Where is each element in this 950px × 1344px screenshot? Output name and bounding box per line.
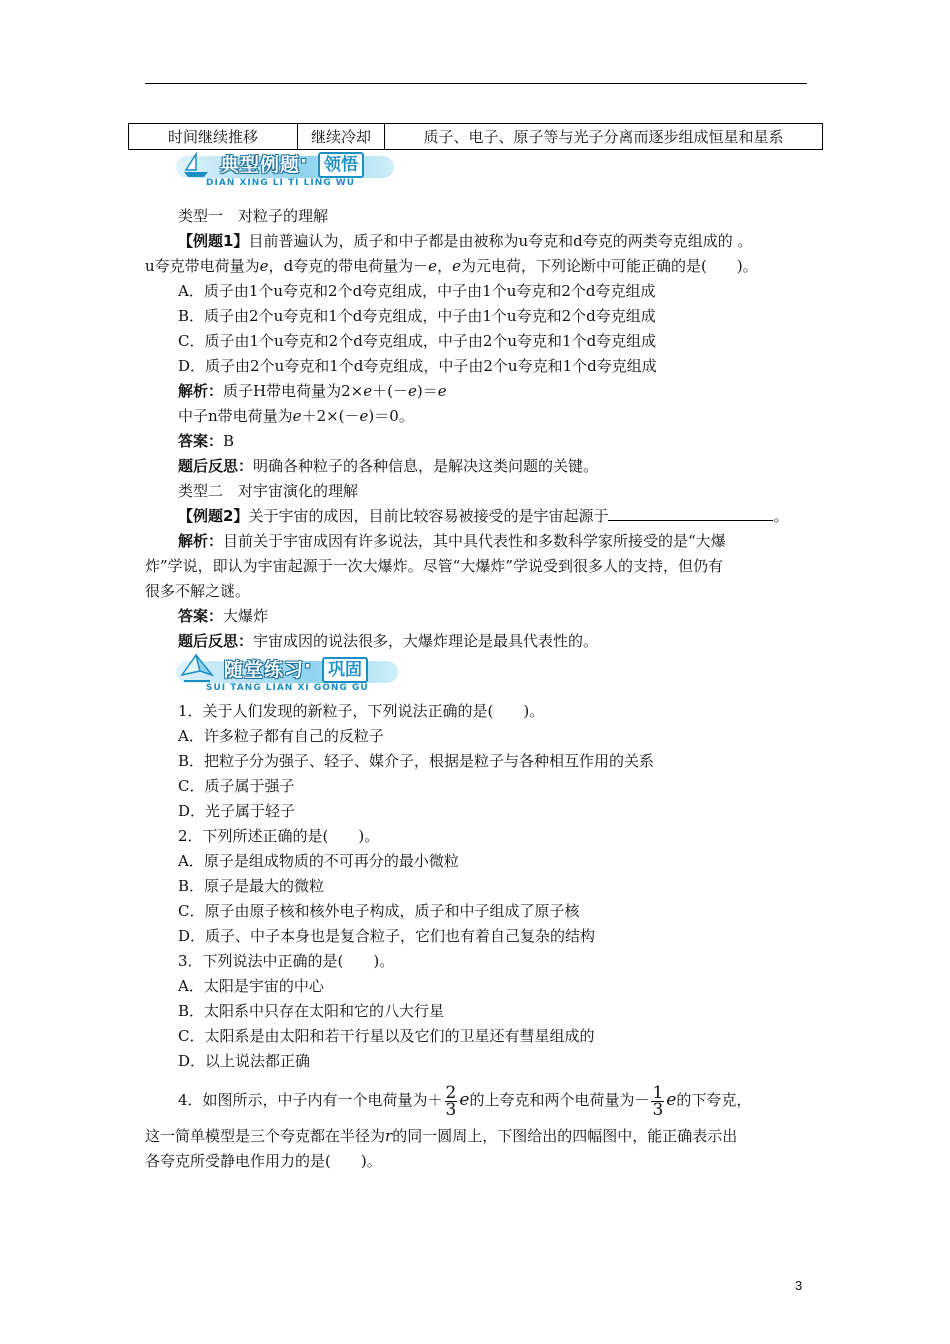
text: 这一简单模型是三个夸克都在半径为 — [145, 1127, 386, 1145]
example1-line1 — [178, 231, 752, 251]
analysis-label: 解析： — [178, 532, 224, 550]
banner-tag: 巩固 — [322, 657, 368, 683]
example1-label: 【例题1】 — [178, 232, 249, 250]
text: 中子n带电荷量为 — [178, 407, 293, 425]
symbol-e: e — [292, 407, 302, 425]
question2-stem: 2．下列所述正确的是( )。 — [178, 827, 380, 845]
example1-analysis-line2 — [178, 406, 414, 426]
symbol-e: e — [407, 382, 417, 400]
question1-option-d: D．光子属于轻子 — [178, 802, 296, 820]
question1-option-c: C．质子属于强子 — [178, 777, 295, 795]
example2-analysis-line1 — [178, 531, 726, 551]
reflection-label: 题后反思： — [178, 632, 254, 650]
fraction-one-third — [651, 1082, 664, 1120]
question2-option-c: C．原子由原子核和核外电子构成，质子和中子组成了原子核 — [178, 902, 580, 920]
answer-label: 答案： — [178, 432, 224, 450]
text: 的下夸克， — [676, 1091, 752, 1109]
header-rule — [145, 83, 807, 84]
example1-analysis-line1 — [178, 381, 447, 401]
text: 4．如图所示，中子内有一个电荷量为＋ — [178, 1091, 443, 1109]
question1-option-a: A．许多粒子都有自己的反粒子 — [178, 727, 384, 745]
text: ＋2×(－ — [301, 407, 360, 425]
text: )＝ — [416, 382, 438, 400]
answer-blank — [608, 506, 773, 521]
example1-option-b: B．质子由2个u夸克和1个d夸克组成，中子由1个u夸克和2个d夸克组成 — [178, 307, 656, 325]
fraction-numerator: 1 — [652, 1082, 664, 1103]
analysis-label: 解析： — [178, 382, 224, 400]
fraction-denominator: 3 — [652, 1099, 664, 1120]
question3-option-c: C．太阳系是由太阳和若干行星以及它们的卫星还有彗星组成的 — [178, 1027, 595, 1045]
example1-option-c: C．质子由1个u夸克和2个d夸克组成，中子由2个u夸克和1个d夸克组成 — [178, 332, 657, 350]
reflection-label: 题后反思： — [178, 457, 254, 475]
banner-title: 随堂练习 — [224, 659, 305, 681]
question4-line3: 各夸克所受静电作用力的是( )。 — [145, 1152, 382, 1170]
banner-dot: · — [304, 655, 313, 677]
symbol-e: e — [363, 382, 373, 400]
banner-dot: · — [300, 150, 309, 172]
symbol-e: e — [666, 1090, 677, 1110]
example1-option-d: D．质子由2个u夸克和1个d夸克组成，中子由2个u夸克和1个d夸克组成 — [178, 357, 657, 375]
answer-value: B — [223, 432, 235, 450]
fraction-denominator: 3 — [445, 1099, 457, 1120]
example1-text: 目前普遍认为，质子和中子都是由被称为u夸克和d夸克的两类夸克组成的 。 — [248, 232, 753, 250]
banner-pinyin: DIAN XING LI TI LING WU — [206, 178, 355, 188]
symbol-e: e — [437, 382, 447, 400]
text: 的同一圆周上，下图给出的四幅图中，能正确表示出 — [392, 1127, 738, 1145]
text: 质子H带电荷量为2× — [223, 382, 364, 400]
question1-stem: 1．关于人们发现的新粒子，下列说法正确的是( )。 — [178, 702, 545, 720]
question3-option-b: B．太阳系中只存在太阳和它的八大行星 — [178, 1002, 445, 1020]
typical-examples-banner — [176, 150, 396, 190]
example2-label: 【例题2】 — [178, 507, 249, 525]
question3-stem: 3．下列说法中正确的是( )。 — [178, 952, 395, 970]
banner-tag: 领悟 — [318, 152, 364, 178]
paper-crane-icon — [180, 653, 214, 685]
question3-option-d: D．以上说法都正确 — [178, 1052, 311, 1070]
question1-option-b: B．把粒子分为强子、轻子、媒介子，根据是粒子与各种相互作用的关系 — [178, 752, 655, 770]
banner-title: 典型例题 — [220, 154, 301, 176]
example2-analysis-line3: 很多不解之谜。 — [145, 582, 251, 600]
example2-reflection — [178, 631, 598, 651]
table-cell-temperature: 继续冷却 — [298, 124, 385, 150]
answer-label: 答案： — [178, 607, 224, 625]
text: 。 — [773, 507, 789, 525]
question3-option-a: A．太阳是宇宙的中心 — [178, 977, 324, 995]
question4-line1 — [178, 1082, 751, 1118]
example2-question — [178, 506, 788, 526]
reflection-text: 宇宙成因的说法很多，大爆炸理论是最具代表性的。 — [253, 632, 599, 650]
ship-icon — [182, 152, 210, 178]
text: )＝0。 — [368, 407, 414, 425]
table-cell-description: 质子、电子、原子等与光子分离而逐步组成恒星和星系 — [385, 124, 823, 150]
text: ＋(－ — [372, 382, 408, 400]
text: 目前关于宇宙成因有许多说法，其中具代表性和多数科学家所接受的是“大爆 — [223, 532, 726, 550]
symbol-e: e — [452, 257, 461, 275]
text: 为元电荷，下列论断中可能正确的是( )。 — [460, 257, 758, 275]
table-cell-stage: 时间继续推移 — [129, 124, 298, 150]
symbol-e: e — [459, 1090, 470, 1110]
symbol-e: e — [259, 257, 269, 275]
text: u夸克带电荷量为 — [145, 257, 260, 275]
fraction-two-thirds — [445, 1082, 458, 1120]
classroom-practice-banner — [176, 655, 400, 695]
example2-analysis-line2: 炸”学说，即认为宇宙起源于一次大爆炸。尽管“大爆炸”学说受到很多人的支持，但仍有 — [145, 557, 724, 575]
text: 的上夸克和两个电荷量为－ — [469, 1091, 650, 1109]
type2-heading: 类型二 对宇宙演化的理解 — [178, 482, 359, 500]
example1-option-a: A．质子由1个u夸克和2个d夸克组成，中子由1个u夸克和2个d夸克组成 — [178, 282, 656, 300]
answer-value: 大爆炸 — [223, 607, 269, 625]
page-number: 3 — [795, 1278, 803, 1293]
question2-option-d: D．质子、中子本身也是复合粒子，它们也有着自己复杂的结构 — [178, 927, 596, 945]
question2-option-a: A．原子是组成物质的不可再分的最小微粒 — [178, 852, 459, 870]
example2-answer — [178, 606, 268, 626]
example1-reflection — [178, 456, 598, 476]
question2-option-b: B．原子是最大的微粒 — [178, 877, 325, 895]
reflection-text: 明确各种粒子的各种信息，是解决这类问题的关键。 — [253, 457, 599, 475]
symbol-e: e — [428, 257, 438, 275]
question4-line2 — [145, 1126, 737, 1146]
cosmic-evolution-table-row — [128, 123, 823, 150]
banner-pinyin: SUI TANG LIAN XI GONG GU — [206, 683, 369, 693]
symbol-e: e — [359, 407, 369, 425]
text: ， — [437, 257, 453, 275]
type1-heading: 类型一 对粒子的理解 — [178, 207, 329, 225]
symbol-r: r — [385, 1127, 393, 1145]
text: 关于宇宙的成因，目前比较容易被接受的是宇宙起源于 — [248, 507, 609, 525]
example1-answer — [178, 431, 234, 451]
fraction-numerator: 2 — [445, 1082, 457, 1103]
text: ，d夸克的带电荷量为－ — [268, 257, 429, 275]
example1-line2 — [145, 256, 758, 276]
